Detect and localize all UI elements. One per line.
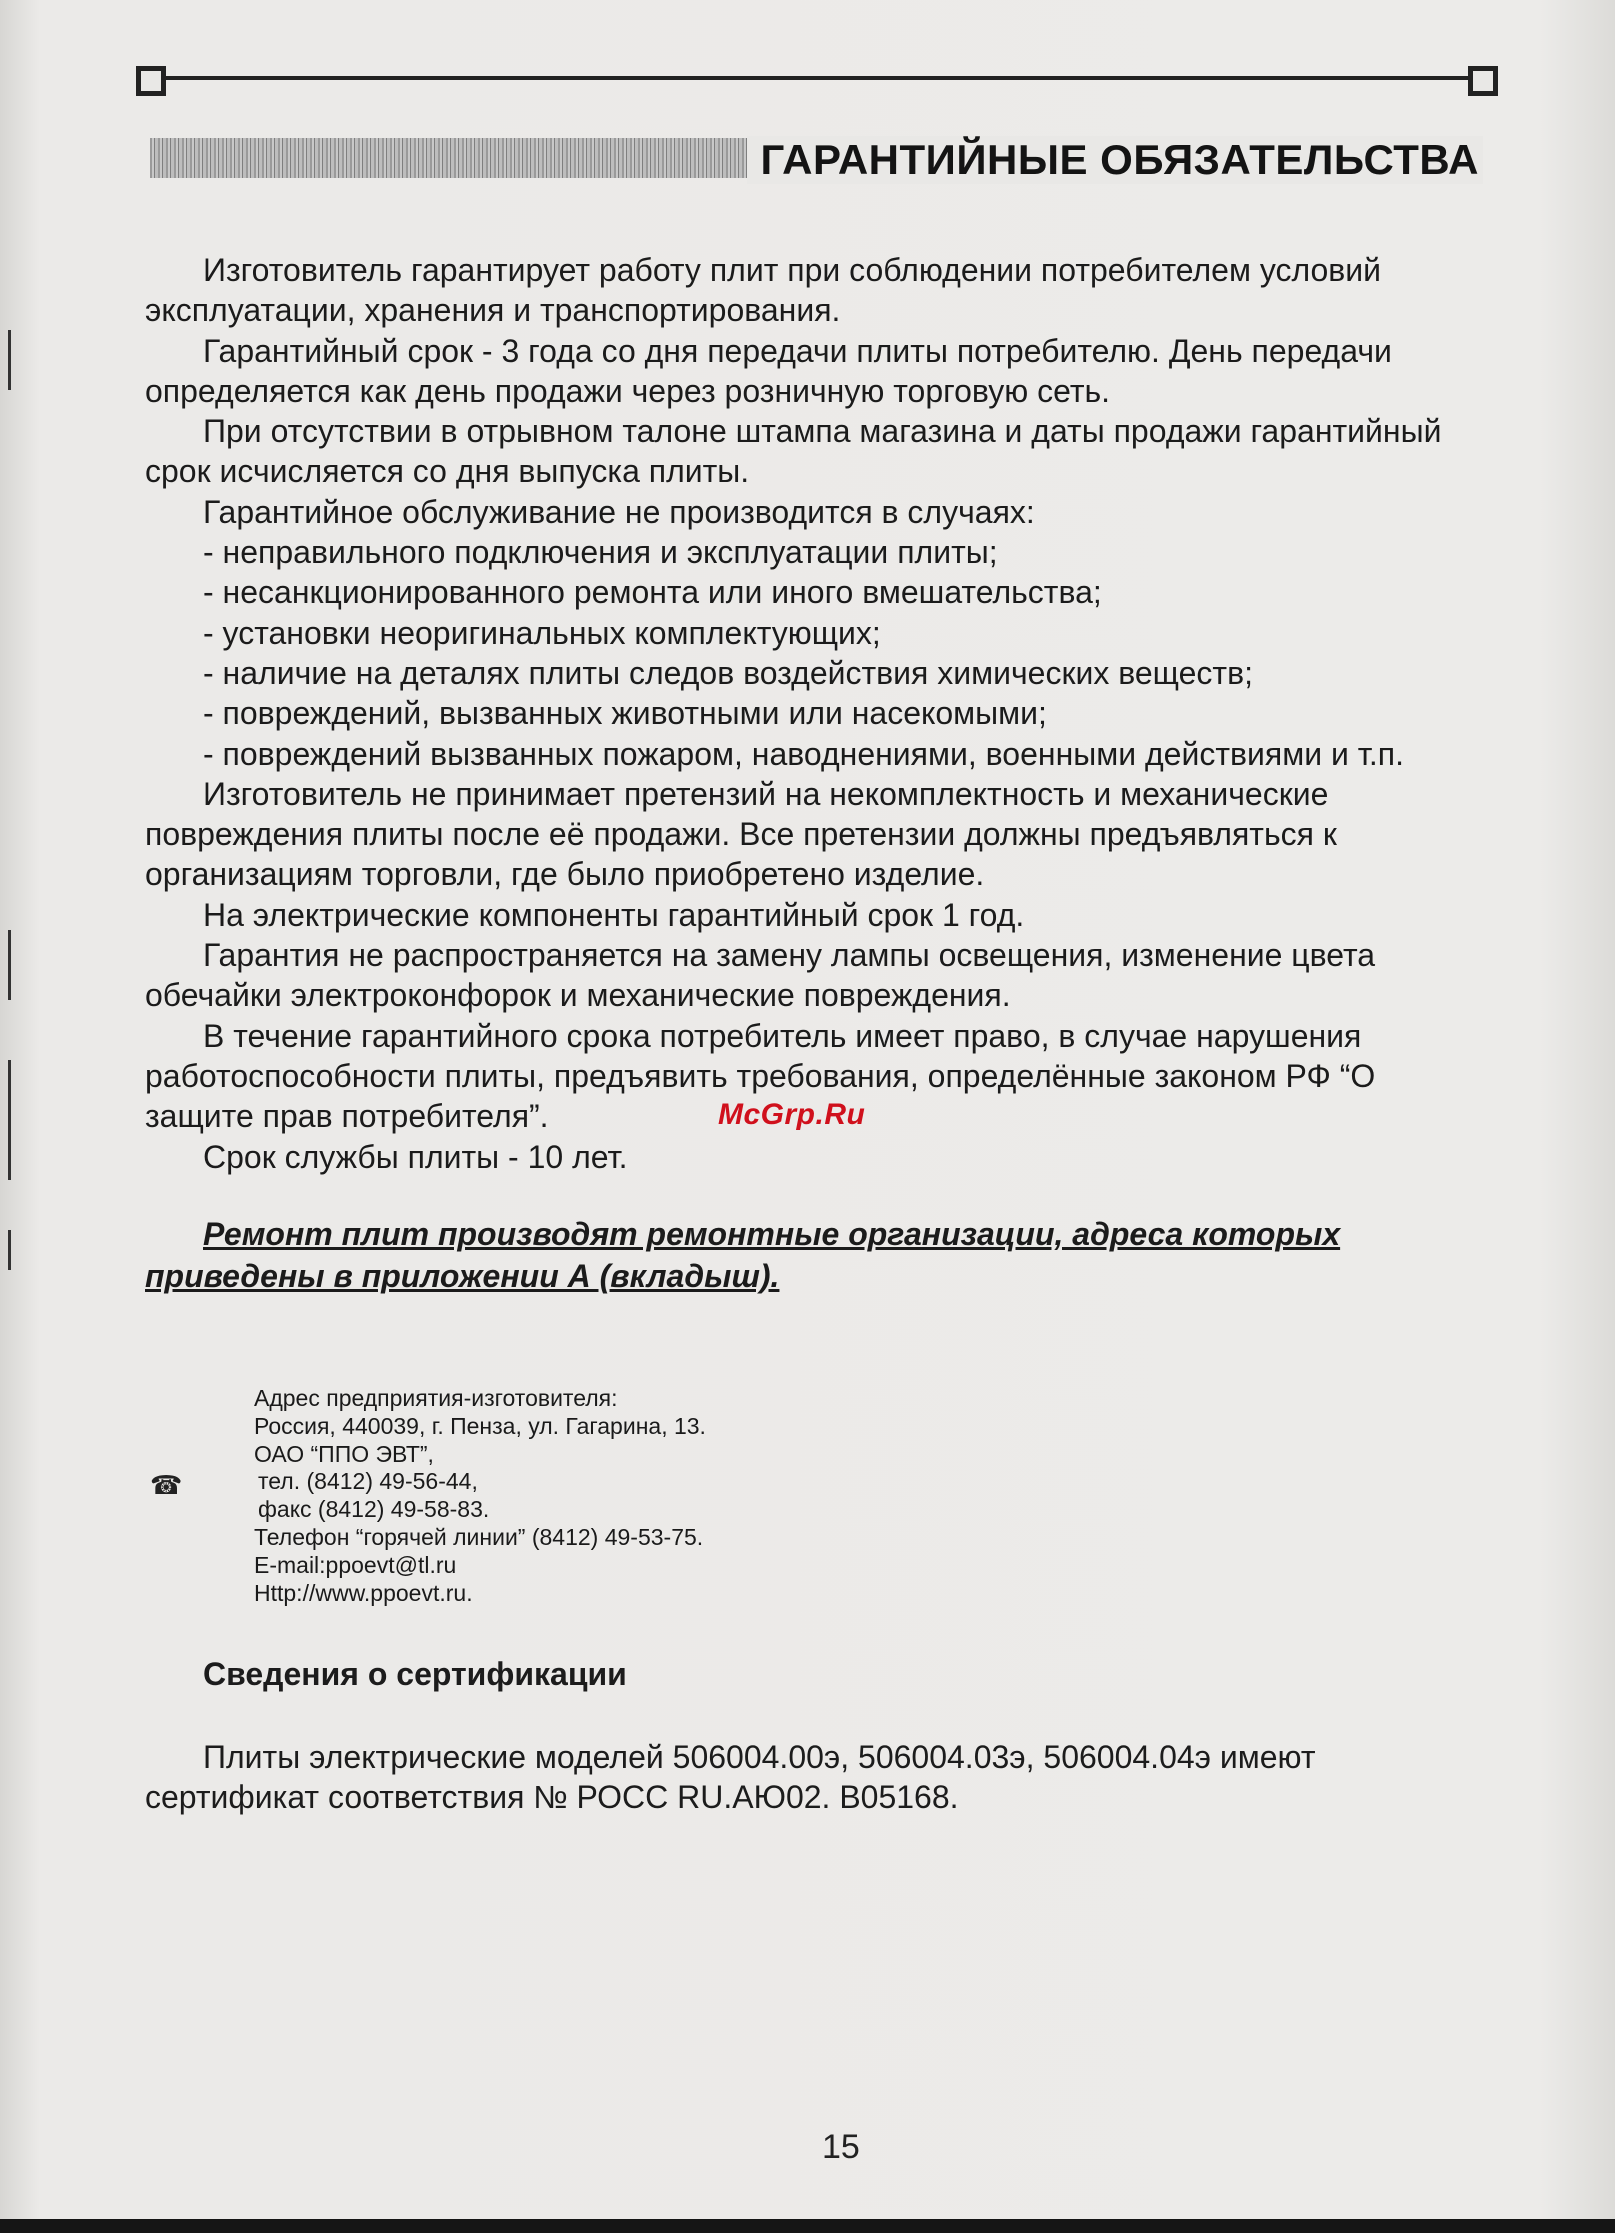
certification-title: Сведения о сертификации [203,1656,627,1692]
exception-item: - повреждений вызванных пожаром, наводнениями, военными действиями и т.п. [203,735,1404,772]
address-line: Адрес предприятия-изготовителя: [254,1385,618,1411]
manufacturer-address [254,1385,706,1607]
warranty-text [145,250,1475,1297]
paragraph: Гарантийный срок - 3 года со дня передачи плиты потребителю. День передачи определяется как день продажи через розничную торговую сеть. [145,332,1392,409]
address-line: тел. (8412) 49-56-44, [258,1468,478,1495]
page-title: ГАРАНТИЙНЫЕ ОБЯЗАТЕЛЬСТВА [747,136,1483,184]
website-line: Http://www.ppoevt.ru. [254,1579,473,1606]
address-line: Телефон “горячей линии” (8412) 49-53-75. [254,1523,704,1550]
exception-item: - повреждений, вызванных животными или насекомыми; [203,695,1047,732]
header-corner-box [1468,66,1498,96]
certification-paragraph: Плиты электрические моделей 506004.00э, 506004.03э, 506004.04э имеют сертификат соответствия № РОСС RU.АЮ02. В05168. [145,1739,1316,1816]
scan-bottom-edge [0,2219,1615,2233]
address-line: ОАО “ППО ЭВТ”, [254,1440,434,1467]
scan-edge-mark [8,330,11,390]
scan-edge-mark [8,1060,11,1180]
paragraph: В течение гарантийного срока потребитель имеет право, в случае нарушения работоспособности плиты, предъявить требования, определённые законом РФ “О защите прав потребителя”. [145,1017,1376,1135]
email-line: E-mail:ppoevt@tl.ru [254,1551,457,1578]
paragraph: На электрические компоненты гарантийный срок 1 год. [203,896,1025,933]
watermark: McGrp.Ru [718,1098,866,1131]
paragraph: Гарантийное обслуживание не производится в случаях: [203,493,1035,530]
paragraph: Гарантия не распространяется на замену лампы освещения, изменение цвета обечайки электроконфорок и механические повреждения. [145,937,1376,1014]
exception-item: - неправильного подключения и эксплуатации плиты; [203,534,998,571]
scan-edge-mark [8,930,11,1000]
address-line: факс (8412) 49-58-83. [258,1496,490,1523]
header-rule [150,76,1480,80]
address-line: Россия, 440039, г. Пенза, ул. Гагарина, 13. [254,1412,706,1439]
repair-note: Ремонт плит производят ремонтные организации, адреса которых приведены в приложении А (вкладыш). [145,1215,1341,1294]
paragraph: Изготовитель не принимает претензий на некомплектность и механические повреждения плиты после её продажи. Все претензии должны предъявляться к организациям торговли, где было приобретено изделие. [145,775,1337,893]
paragraph: Изготовитель гарантирует работу плит при соблюдении потребителем условий эксплуатации, хранения и транспортирования. [145,252,1382,329]
telephone-icon: ☎ [150,1470,183,1500]
scan-edge-mark [8,1230,11,1270]
certification-text [145,1737,1475,1818]
exception-item: - установки неоригинальных комплектующих; [203,614,881,651]
exception-item: - наличие на деталях плиты следов воздействия химических веществ; [203,654,1253,691]
header-corner-box [136,66,166,96]
paragraph: При отсутствии в отрывном талоне штампа магазина и даты продажи гарантийный срок исчисляется со дня выпуска плиты. [145,413,1442,490]
page-number: 15 [822,2128,860,2166]
paragraph: Срок службы плиты - 10 лет. [203,1138,628,1175]
exception-item: - несанкционированного ремонта или иного вмешательства; [203,574,1102,611]
